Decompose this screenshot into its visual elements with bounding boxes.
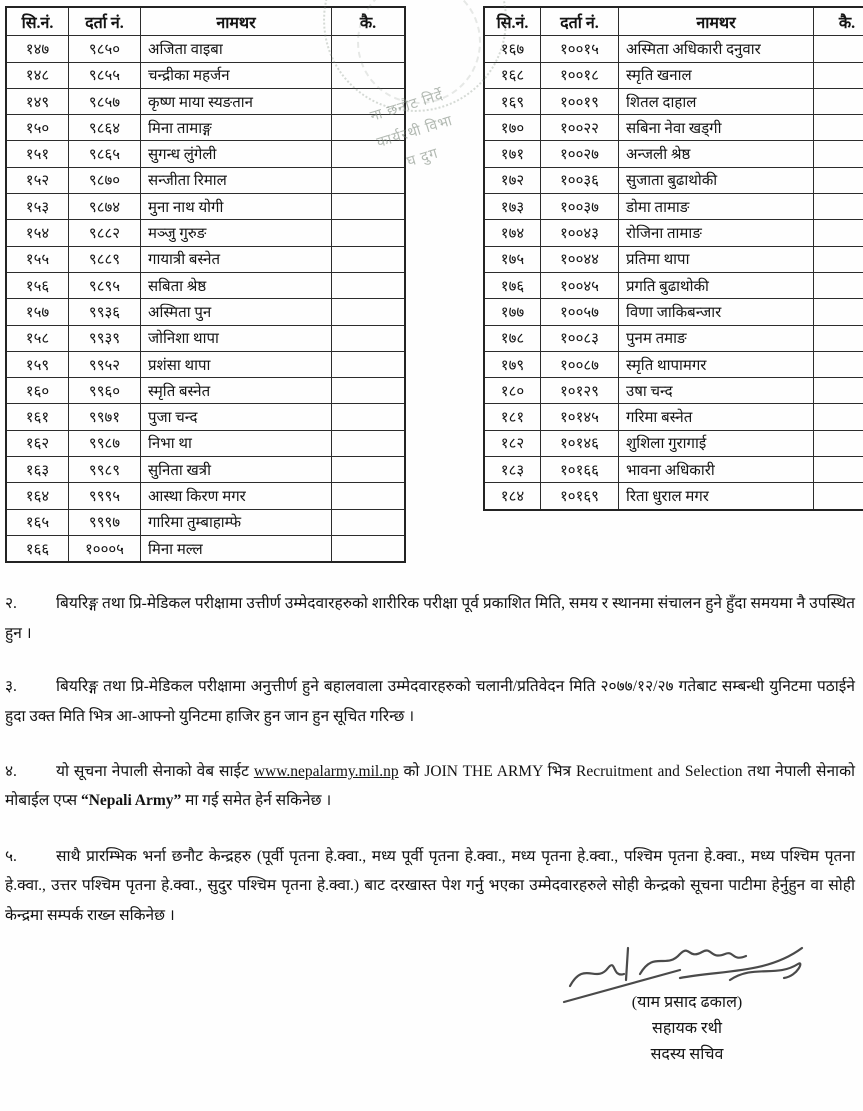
table-cell: सुनिता खत्री bbox=[141, 457, 332, 483]
table-cell: अन्जली श्रेष्ठ bbox=[619, 141, 814, 167]
paragraph-2 bbox=[5, 589, 855, 648]
signatory-title: सदस्य सचिव bbox=[650, 1045, 724, 1063]
table-cell: ९९७१ bbox=[69, 404, 141, 430]
table-cell: १७२ bbox=[484, 167, 541, 193]
table-cell bbox=[814, 36, 863, 62]
table-header-row bbox=[484, 7, 863, 36]
table-cell: अजिता वाइबा bbox=[141, 36, 332, 62]
paragraph-4-number: ४. bbox=[5, 762, 17, 780]
table-cell: पुनम तमाङ bbox=[619, 325, 814, 351]
table-cell: १००३६ bbox=[541, 167, 619, 193]
table-cell: चन्द्रीका महर्जन bbox=[141, 62, 332, 88]
table-cell bbox=[814, 141, 863, 167]
table-cell: १४८ bbox=[6, 62, 69, 88]
table-cell bbox=[814, 325, 863, 351]
table-row bbox=[484, 325, 863, 351]
table-cell: कृष्ण माया स्यङतान bbox=[141, 88, 332, 114]
table-cell: ९९३६ bbox=[69, 299, 141, 325]
column-header: दर्ता नं. bbox=[69, 7, 141, 36]
table-row bbox=[6, 272, 405, 298]
table-cell: स्मृति बस्नेत bbox=[141, 378, 332, 404]
table-cell: १००२७ bbox=[541, 141, 619, 167]
table-cell: ९९८७ bbox=[69, 430, 141, 456]
table-cell bbox=[332, 351, 406, 377]
table-cell: १७८ bbox=[484, 325, 541, 351]
table-cell: १००८३ bbox=[541, 325, 619, 351]
column-header: दर्ता नं. bbox=[541, 7, 619, 36]
column-header: सि.नं. bbox=[6, 7, 69, 36]
table-cell: प्रगति बुढाथोकी bbox=[619, 272, 814, 298]
table-cell: १५३ bbox=[6, 194, 69, 220]
table-cell bbox=[332, 378, 406, 404]
table-row bbox=[6, 483, 405, 509]
table-cell: ९९६० bbox=[69, 378, 141, 404]
table-header-row bbox=[6, 7, 405, 36]
paragraph-4 bbox=[5, 757, 855, 816]
table-cell: रिता धुराल मगर bbox=[619, 483, 814, 510]
paragraph-5-number: ५. bbox=[5, 847, 17, 865]
table-cell: १६६ bbox=[6, 535, 69, 562]
column-header: नामथर bbox=[619, 7, 814, 36]
table-row bbox=[484, 115, 863, 141]
table-cell bbox=[814, 404, 863, 430]
table-row bbox=[484, 404, 863, 430]
table-row bbox=[484, 378, 863, 404]
table-cell bbox=[332, 115, 406, 141]
table-cell: अस्मिता पुन bbox=[141, 299, 332, 325]
table-cell: ९९९७ bbox=[69, 509, 141, 535]
paragraph-5-text: साथै प्रारम्भिक भर्ना छनौट केन्द्रहरु (पूर्वी पृतना हे.क्वा., मध्य पूर्वी पृतना हे.क्वा., मध्य पृतना हे.क्वा., पश्चिम पृतना हे.क्वा., मध्य पश्चिम पृतना हे.क्वा., उत्तर पश्चिम पृतना हे.क्वा., सुदुर पश्चिम पृतना हे.क्वा.) बाट दरखास्त पेश गर्नु भएका उम्मेदवारहरुले सोही केन्द्रको सूचना पाटीमा हेर्नुहुन वा सोही केन्द्रमा सम्पर्क राख्न सकिनेछ । bbox=[5, 847, 855, 924]
table-row bbox=[484, 141, 863, 167]
table-cell: १००५७ bbox=[541, 299, 619, 325]
table-cell bbox=[332, 272, 406, 298]
table-cell: ९८८२ bbox=[69, 220, 141, 246]
table-cell: १५६ bbox=[6, 272, 69, 298]
table-cell: ९८५० bbox=[69, 36, 141, 62]
table-row bbox=[484, 88, 863, 114]
table-row bbox=[6, 220, 405, 246]
table-cell bbox=[814, 194, 863, 220]
table-cell: १८३ bbox=[484, 457, 541, 483]
table-row bbox=[484, 299, 863, 325]
table-cell: १५७ bbox=[6, 299, 69, 325]
table-cell: १५५ bbox=[6, 246, 69, 272]
table-cell: पुजा चन्द bbox=[141, 404, 332, 430]
signature-block bbox=[557, 934, 817, 1068]
table-cell: १७७ bbox=[484, 299, 541, 325]
table-cell bbox=[814, 246, 863, 272]
table-cell: १००२२ bbox=[541, 115, 619, 141]
table-cell: प्रशंसा थापा bbox=[141, 351, 332, 377]
table-cell: १८४ bbox=[484, 483, 541, 510]
table-row bbox=[6, 299, 405, 325]
table-cell: १४९ bbox=[6, 88, 69, 114]
table-cell: सबिता श्रेष्ठ bbox=[141, 272, 332, 298]
table-row bbox=[484, 62, 863, 88]
paragraph-2-number: २. bbox=[5, 595, 17, 613]
column-header: सि.नं. bbox=[484, 7, 541, 36]
table-cell: १०१४५ bbox=[541, 404, 619, 430]
table-cell: १६७ bbox=[484, 36, 541, 62]
paragraph-4-text-3: मा गई समेत हेर्न सकिनेछ । bbox=[181, 792, 332, 810]
table-cell: डोमा तामाङ bbox=[619, 194, 814, 220]
table-cell: १००४३ bbox=[541, 220, 619, 246]
table-row bbox=[6, 430, 405, 456]
stamp-text-line: घ दुग bbox=[405, 145, 441, 170]
table-cell bbox=[332, 457, 406, 483]
paragraph-3 bbox=[5, 672, 855, 731]
table-cell: ९९९५ bbox=[69, 483, 141, 509]
table-row bbox=[484, 430, 863, 456]
table-cell: १७६ bbox=[484, 272, 541, 298]
table-cell: १६४ bbox=[6, 483, 69, 509]
table-cell: १७० bbox=[484, 115, 541, 141]
column-header: कै. bbox=[332, 7, 406, 36]
table-cell bbox=[332, 325, 406, 351]
paragraph-4-text-1: यो सूचना नेपाली सेनाको वेब साईट bbox=[56, 762, 254, 780]
table-cell bbox=[332, 246, 406, 272]
table-row bbox=[6, 351, 405, 377]
paragraph-2-text: बियरिङ्ग तथा प्रि-मेडिकल परीक्षामा उत्तीर्ण उम्मेदवारहरुको शारीरिक परीक्षा पूर्व प्रकाशित मिति, समय र स्थानमा संचालन हुने हुँदा समयमा नै उपस्थित हुन । bbox=[5, 595, 855, 642]
table-cell: १०१६९ bbox=[541, 483, 619, 510]
table-cell: १००८७ bbox=[541, 351, 619, 377]
table-cell: विणा जाकिबन्जार bbox=[619, 299, 814, 325]
table-row bbox=[6, 88, 405, 114]
table-cell: ९८७४ bbox=[69, 194, 141, 220]
table-cell bbox=[814, 483, 863, 510]
table-row bbox=[484, 194, 863, 220]
table-cell: १५१ bbox=[6, 141, 69, 167]
table-row bbox=[6, 36, 405, 62]
table-row bbox=[484, 351, 863, 377]
table-cell bbox=[814, 430, 863, 456]
table-cell: शुशिला गुरागाई bbox=[619, 430, 814, 456]
table-cell: १५९ bbox=[6, 351, 69, 377]
table-cell: गरिमा बस्नेत bbox=[619, 404, 814, 430]
table-cell: १४७ bbox=[6, 36, 69, 62]
table-cell: १८१ bbox=[484, 404, 541, 430]
table-cell: ९८५७ bbox=[69, 88, 141, 114]
table-cell bbox=[814, 220, 863, 246]
table-cell bbox=[332, 299, 406, 325]
table-row bbox=[6, 167, 405, 193]
table-cell bbox=[332, 167, 406, 193]
table-cell: निभा था bbox=[141, 430, 332, 456]
table-row bbox=[484, 272, 863, 298]
table-cell: गारिमा तुम्बाहाम्फे bbox=[141, 509, 332, 535]
table-cell bbox=[814, 88, 863, 114]
table-cell: सबिना नेवा खड्गी bbox=[619, 115, 814, 141]
table-cell: ९८६५ bbox=[69, 141, 141, 167]
table-cell: उषा चन्द bbox=[619, 378, 814, 404]
column-header: कै. bbox=[814, 7, 863, 36]
table-cell: १७१ bbox=[484, 141, 541, 167]
signatory-rank: सहायक रथी bbox=[652, 1020, 722, 1038]
table-cell: १५० bbox=[6, 115, 69, 141]
table-row bbox=[484, 457, 863, 483]
paragraph-3-text: बियरिङ्ग तथा प्रि-मेडिकल परीक्षामा अनुत्तीर्ण हुने बहालवाला उम्मेदवारहरुको चलानी/प्रतिवेदन मिति २०७७/१२/२७ गतेबाट सम्बन्धी युनिटमा पठाईने हुदा उक्त मिति भित्र आ-आफ्नो युनिटमा हाजिर हुन जान हुन सूचित गरिन्छ । bbox=[5, 678, 855, 725]
table-cell: ९८९५ bbox=[69, 272, 141, 298]
table-cell: १८० bbox=[484, 378, 541, 404]
table-cell: सुजाता बुढाथोकी bbox=[619, 167, 814, 193]
column-header: नामथर bbox=[141, 7, 332, 36]
table-cell: सुगन्ध लुंगेली bbox=[141, 141, 332, 167]
candidate-table-right bbox=[483, 6, 863, 511]
table-cell: मिना तामाङ्ग bbox=[141, 115, 332, 141]
table-row bbox=[6, 62, 405, 88]
table-row bbox=[6, 535, 405, 562]
stamp-text-line: ना छनौट निर्दे bbox=[368, 87, 446, 125]
table-cell bbox=[332, 535, 406, 562]
table-cell: १८२ bbox=[484, 430, 541, 456]
table-cell: ९९८९ bbox=[69, 457, 141, 483]
table-cell: १००४५ bbox=[541, 272, 619, 298]
table-cell: १७४ bbox=[484, 220, 541, 246]
table-cell: १७९ bbox=[484, 351, 541, 377]
table-cell: १६९ bbox=[484, 88, 541, 114]
table-row bbox=[6, 325, 405, 351]
signatory-name: (याम प्रसाद ढकाल) bbox=[631, 994, 743, 1012]
table-cell bbox=[332, 141, 406, 167]
table-cell: १००१५ bbox=[541, 36, 619, 62]
table-cell: १५४ bbox=[6, 220, 69, 246]
table-cell bbox=[814, 299, 863, 325]
table-cell: १००३७ bbox=[541, 194, 619, 220]
table-cell: प्रतिमा थापा bbox=[619, 246, 814, 272]
table-cell: स्मृति खनाल bbox=[619, 62, 814, 88]
table-cell: ९८६४ bbox=[69, 115, 141, 141]
table-cell: स्मृति थापामगर bbox=[619, 351, 814, 377]
table-cell bbox=[332, 88, 406, 114]
table-cell: जोनिशा थापा bbox=[141, 325, 332, 351]
table-cell bbox=[332, 430, 406, 456]
paragraph-5 bbox=[5, 842, 855, 930]
table-row bbox=[6, 141, 405, 167]
table-cell: मिना मल्ल bbox=[141, 535, 332, 562]
table-cell: १६१ bbox=[6, 404, 69, 430]
table-cell: ९८७० bbox=[69, 167, 141, 193]
table-cell bbox=[814, 351, 863, 377]
table-cell: ९९५२ bbox=[69, 351, 141, 377]
table-cell bbox=[814, 167, 863, 193]
table-cell: १०१६६ bbox=[541, 457, 619, 483]
table-cell: १०००५ bbox=[69, 535, 141, 562]
table-cell: १०१४६ bbox=[541, 430, 619, 456]
table-cell: १६५ bbox=[6, 509, 69, 535]
table-row bbox=[6, 509, 405, 535]
table-cell: १५८ bbox=[6, 325, 69, 351]
table-row bbox=[484, 167, 863, 193]
table-cell bbox=[814, 378, 863, 404]
table-cell bbox=[814, 62, 863, 88]
nepali-army-app-name: “Nepali Army” bbox=[80, 792, 182, 810]
table-row bbox=[6, 115, 405, 141]
table-row bbox=[484, 483, 863, 510]
table-cell bbox=[814, 457, 863, 483]
table-row bbox=[484, 246, 863, 272]
table-cell bbox=[814, 272, 863, 298]
table-cell: १६२ bbox=[6, 430, 69, 456]
table-cell: ९९३९ bbox=[69, 325, 141, 351]
table-row bbox=[6, 378, 405, 404]
table-cell bbox=[332, 220, 406, 246]
table-row bbox=[484, 36, 863, 62]
table-cell bbox=[332, 509, 406, 535]
table-row bbox=[6, 404, 405, 430]
table-cell: १०१२९ bbox=[541, 378, 619, 404]
paragraph-3-number: ३. bbox=[5, 678, 17, 696]
table-cell bbox=[332, 483, 406, 509]
table-cell: गायात्री बस्नेत bbox=[141, 246, 332, 272]
table-cell: मुना नाथ योगी bbox=[141, 194, 332, 220]
table-cell: १००४४ bbox=[541, 246, 619, 272]
table-cell: १६८ bbox=[484, 62, 541, 88]
table-cell: रोजिना तामाङ bbox=[619, 220, 814, 246]
table-cell: १६३ bbox=[6, 457, 69, 483]
candidate-tables-section bbox=[5, 6, 855, 563]
table-row bbox=[6, 246, 405, 272]
table-cell bbox=[814, 115, 863, 141]
table-cell: भावना अधिकारी bbox=[619, 457, 814, 483]
paragraph-4-text-2: को JOIN THE ARMY भित्र Recruitment and Selection तथा नेपाली सेनाको मोबाईल एप्स bbox=[5, 762, 855, 810]
table-cell: आस्था किरण मगर bbox=[141, 483, 332, 509]
table-row bbox=[484, 220, 863, 246]
candidate-table-left bbox=[5, 6, 406, 563]
table-row bbox=[6, 194, 405, 220]
table-cell bbox=[332, 62, 406, 88]
table-cell bbox=[332, 36, 406, 62]
table-row bbox=[6, 457, 405, 483]
table-cell: १००१८ bbox=[541, 62, 619, 88]
nepalarmy-website-url: www.nepalarmy.mil.np bbox=[253, 762, 399, 780]
table-cell: शितल दाहाल bbox=[619, 88, 814, 114]
table-cell: १००१९ bbox=[541, 88, 619, 114]
table-cell: अस्मिता अधिकारी दनुवार bbox=[619, 36, 814, 62]
stamp-text-line: कार्यरथी विभा bbox=[374, 112, 455, 151]
table-cell bbox=[332, 404, 406, 430]
table-cell: ९८८९ bbox=[69, 246, 141, 272]
table-cell: १६० bbox=[6, 378, 69, 404]
table-cell: सन्जीता रिमाल bbox=[141, 167, 332, 193]
table-cell: १७३ bbox=[484, 194, 541, 220]
table-cell bbox=[332, 194, 406, 220]
table-cell: ९८५५ bbox=[69, 62, 141, 88]
table-cell: १७५ bbox=[484, 246, 541, 272]
table-cell: १५२ bbox=[6, 167, 69, 193]
table-cell: मञ्जु गुरुङ bbox=[141, 220, 332, 246]
